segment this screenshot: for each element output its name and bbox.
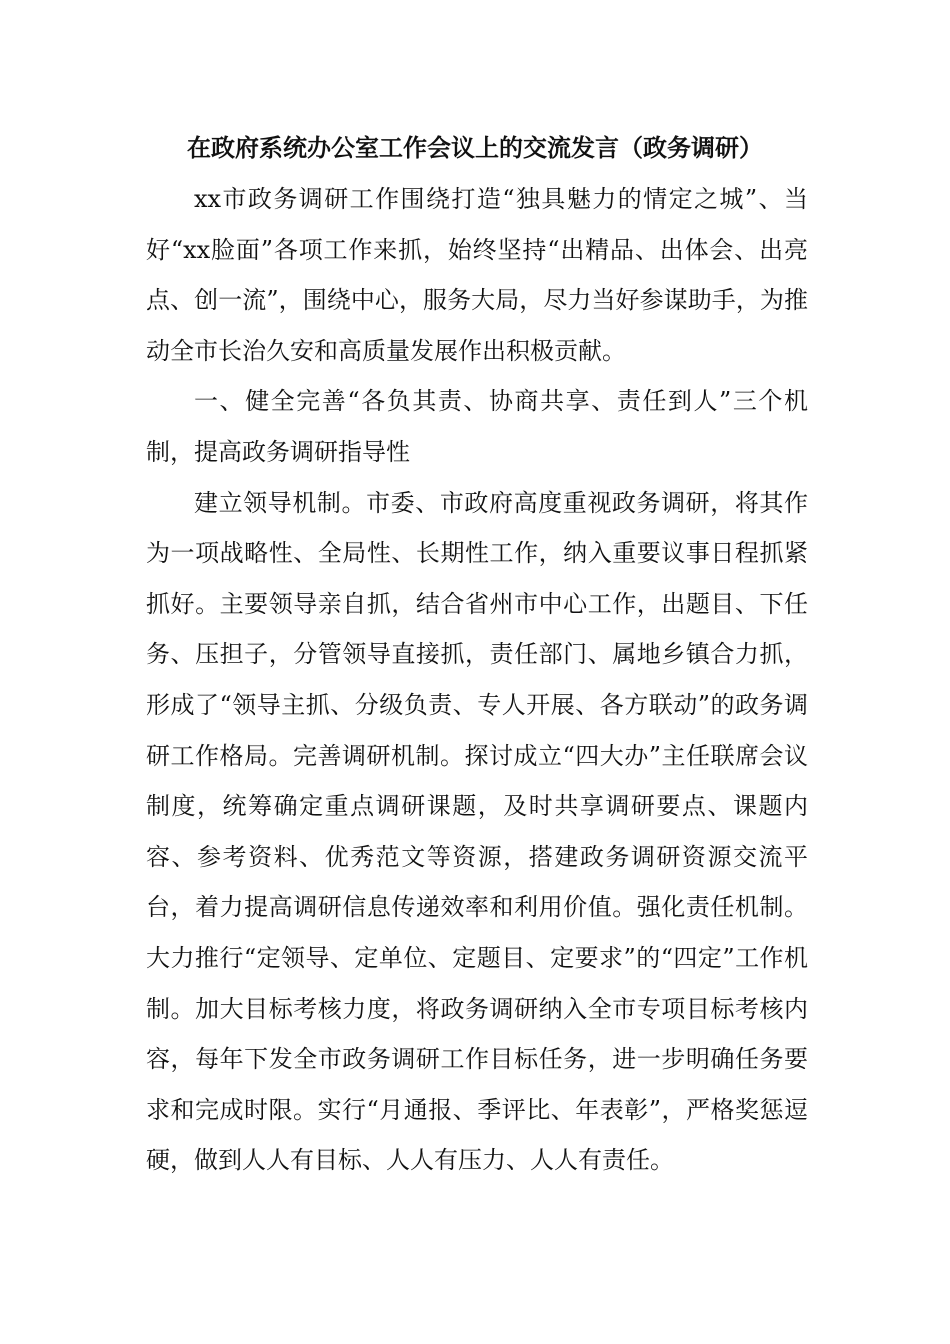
paragraph-mechanisms: 建立领导机制。市委、市政府高度重视政务调研，将其作为一项战略性、全局性、长期性工作，纳入重要议事日程抓紧抓好。主要领导亲自抓，结合省州市中心工作，出题目、下任务、压担子，分管领导直接抓，责任部门、属地乡镇合力抓，形成了“领导主抓、分级负责、专人开展、各方联动”的政务调研工作格局。完善调研机制。探讨成立“四大办”主任联席会议制度，统筹确定重点调研课题，及时共享调研要点、课题内容、参考资料、优秀范文等资源，搭建政务调研资源交流平台，着力提高调研信息传递效率和利用价值。强化责任机制。大力推行“定领导、定单位、定题目、定要求”的“四定”工作机制。加大目标考核力度，将政务调研纳入全市专项目标考核内容，每年下发全市政务调研工作目标任务，进一步明确任务要求和完成时限。实行“月通报、季评比、年表彰”，严格奖惩逗硬，做到人人有目标、人人有压力、人人有责任。 — [146, 488, 808, 1175]
paragraph-intro: xx市政务调研工作围绕打造“独具魅力的情定之城”、当好“xx脸面”各项工作来抓，始终坚持“出精品、出体会、出亮点、创一流”，围绕中心，服务大局，尽力当好参谋助手，为推动全市长治久安和高质量发展作出积极贡献。 — [146, 185, 808, 365]
document-title: 在政府系统办公室工作会议上的交流发言（政务调研） — [187, 133, 763, 162]
section-heading-1: 一、健全完善“各负其责、协商共享、责任到人”三个机制，提高政务调研指导性 — [146, 387, 808, 466]
document-body — [146, 174, 808, 1186]
